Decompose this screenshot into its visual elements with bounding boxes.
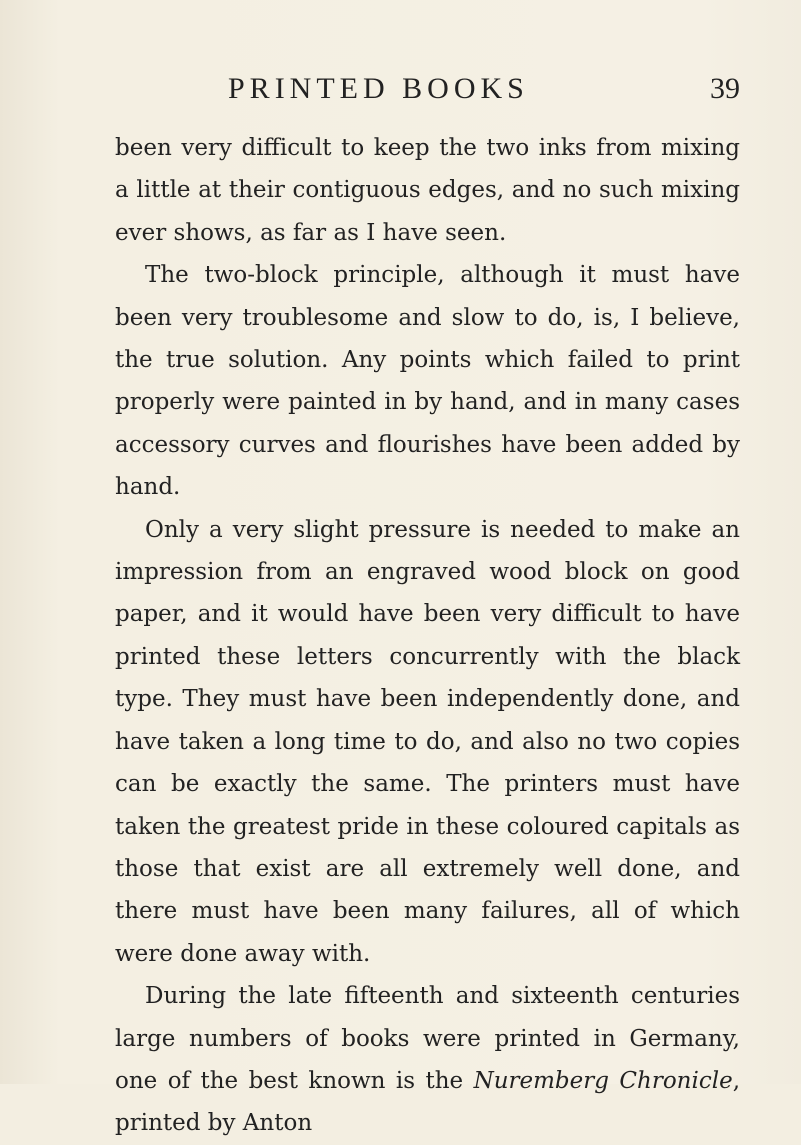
page-number: 39 (710, 72, 740, 105)
paragraph-1: been very difficult to keep the two inks from mixing a little at their contiguous edges, and no such mixing ever shows, as far as I have seen. (115, 135, 740, 246)
running-title: PRINTED BOOKS (228, 72, 529, 105)
paragraph-4 (115, 975, 740, 1145)
paragraph-3: Only a very slight pressure is needed to make an impression from an engraved wood block on good paper, and it would have been very difficult to have printed these letters concurrently with the black type. They must have been independently done, and have taken a long time to do, and also no two copies can be exactly the same. The printers must have taken the greatest pride in these coloured capitals as those that exist are all extremely well done, and there must have been many failures, all of which were done away with. (115, 516, 740, 967)
body-text (115, 127, 740, 1145)
paragraph-2: The two-block principle, although it must have been very troublesome and slow to do, is, I believe, the true solution. Any points which failed to print properly were painted in by hand, and in many cases accessory curves and flourishes have been added by hand. (115, 262, 740, 501)
paragraph-4-end: , printed by Anton (115, 1067, 740, 1137)
book-title-nuremberg-chronicle: Nuremberg Chronicle (473, 1067, 733, 1094)
running-head (115, 72, 740, 112)
paragraph-4-start: During the late fifteenth and sixteenth centuries large numbers of books were printed in Germany, one of the best known is the (115, 983, 740, 1094)
